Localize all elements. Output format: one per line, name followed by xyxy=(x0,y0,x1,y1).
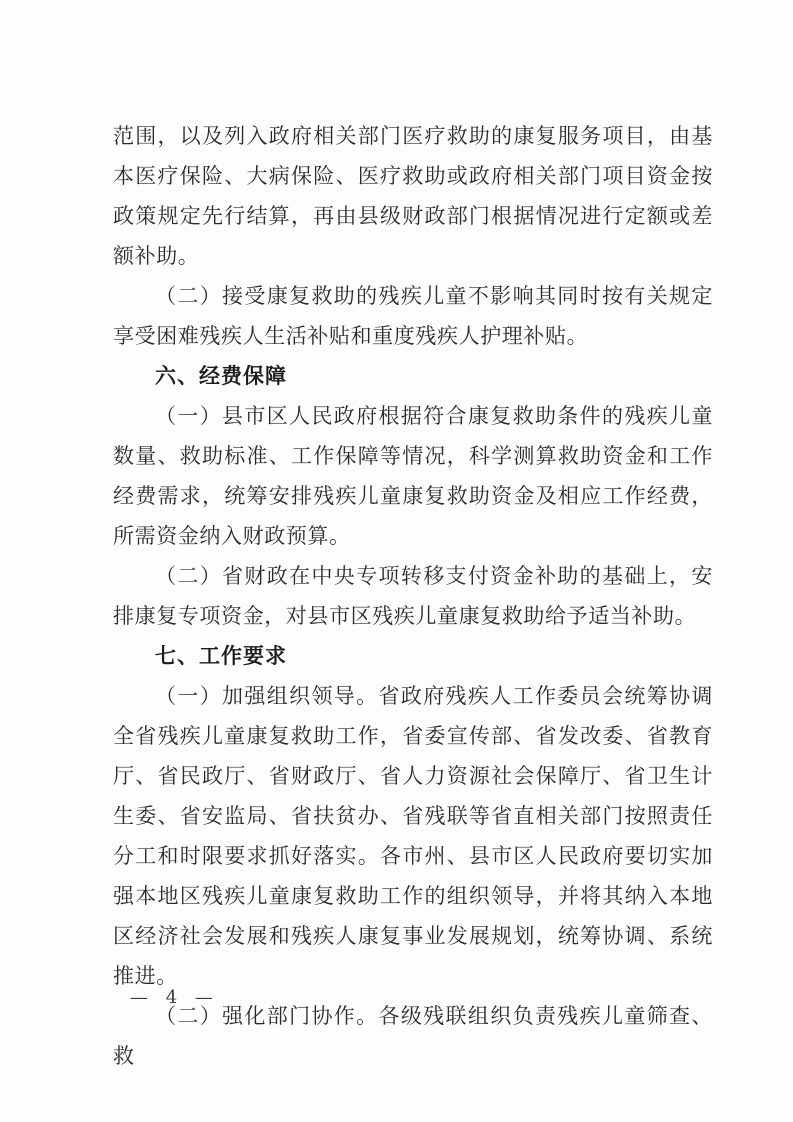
section-heading: 七、工作要求 xyxy=(155,644,287,668)
body-paragraph: （一）加强组织领导。省政府残疾人工作委员会统筹协调全省残疾儿童康复救助工作，省委宣传部、省发改委、省教育厅、省民政厅、省财政厅、省人力资源社会保障厅、省卫生计生委、省安监局、省扶贫办、省残联等省直相关部门按照责任分工和时限要求抓好落实。各市州、县市区人民政府要切实加强本地区残疾儿童康复救助工作的组织领导，并将其纳入本地区经济社会发展和残疾人康复事业发展规划，统筹协调、系统推进。 xyxy=(113,684,713,988)
body-paragraph: 范围，以及列入政府相关部门医疗救助的康复服务项目，由基本医疗保险、大病保险、医疗救助或政府相关部门项目资金按政策规定先行结算，再由县级财政部门根据情况进行定额或差额补助。 xyxy=(113,124,713,268)
document-body xyxy=(113,116,713,1076)
body-paragraph: （二）接受康复救助的残疾儿童不影响其同时按有关规定享受困难残疾人生活补贴和重度残疾人护理补贴。 xyxy=(113,284,713,348)
body-paragraph: （二）省财政在中央专项转移支付资金补助的基础上，安排康复专项资金，对县市区残疾儿童康复救助给予适当补助。 xyxy=(113,564,713,628)
body-paragraph: （二）强化部门协作。各级残联组织负责残疾儿童筛查、救 xyxy=(113,1004,713,1068)
body-paragraph: （一）县市区人民政府根据符合康复救助条件的残疾儿童数量、救助标准、工作保障等情况，科学测算救助资金和工作经费需求，统筹安排残疾儿童康复救助资金及相应工作经费，所需资金纳入财政预算。 xyxy=(113,404,713,548)
section-heading: 六、经费保障 xyxy=(155,364,287,388)
page-number: — 4 — xyxy=(130,987,219,1008)
